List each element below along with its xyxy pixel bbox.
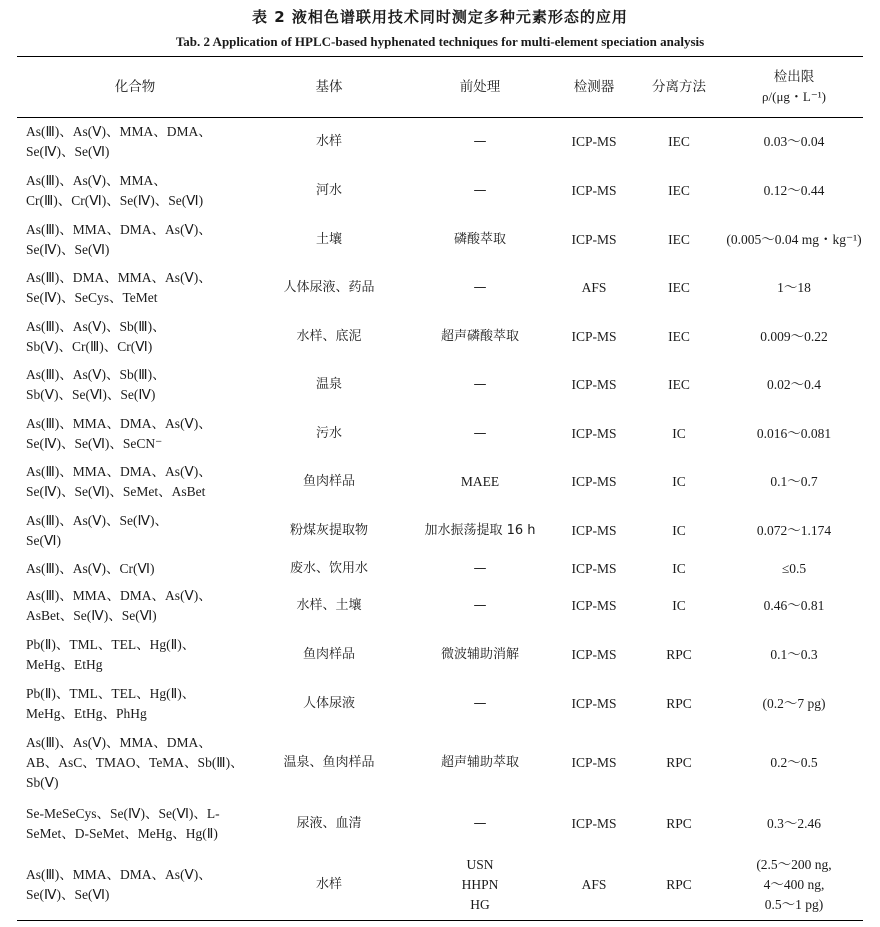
matrix-cell: 人体尿液 bbox=[302, 696, 355, 711]
compound-cell bbox=[17, 507, 253, 556]
matrix-cell: 土壤 bbox=[315, 231, 342, 247]
matrix-cell: 粉煤灰提取物 bbox=[289, 523, 368, 538]
lod-cell-line: (0.005～0.04 mg・kg⁻¹) bbox=[726, 231, 862, 247]
separation-cell: IC bbox=[672, 523, 686, 538]
pretreatment-cell bbox=[405, 680, 555, 729]
detector-cell: ICP-MS bbox=[571, 377, 617, 392]
lod-cell bbox=[725, 680, 863, 729]
pretreatment-cell-line: — bbox=[473, 183, 487, 198]
pretreatment-cell bbox=[405, 729, 555, 798]
compound-cell-line: AsBet、Se(Ⅳ)、Se(Ⅵ) bbox=[26, 608, 157, 623]
compound-cell-line: Sb(Ⅴ)、Se(Ⅵ)、Se(Ⅳ) bbox=[26, 387, 156, 402]
separation-cell: IC bbox=[672, 425, 686, 441]
compound-cell-line: As(Ⅲ)、MMA、DMA、As(Ⅴ)、 bbox=[26, 415, 212, 431]
lod-cell-line: 0.02～0.4 bbox=[767, 377, 821, 392]
separation-cell: IEC bbox=[668, 183, 690, 198]
lod-cell bbox=[725, 216, 863, 264]
compound-cell-line: Sb(Ⅴ) bbox=[26, 775, 59, 790]
compound-cell bbox=[17, 216, 253, 264]
header-pretreatment: 前处理 bbox=[405, 57, 555, 118]
lod-cell-line: 0.009～0.22 bbox=[760, 328, 828, 344]
table-row bbox=[17, 729, 863, 798]
compound-cell-line: Pb(Ⅱ)、TML、TEL、Hg(Ⅱ)、 bbox=[26, 686, 196, 701]
compound-cell bbox=[17, 850, 253, 921]
matrix-cell: 水样、底泥 bbox=[296, 328, 362, 344]
lod-cell-line: 0.3～2.46 bbox=[767, 815, 821, 831]
lod-cell-line: 0.2～0.5 bbox=[770, 755, 818, 770]
pretreatment-cell-line: — bbox=[473, 696, 487, 711]
compound-cell bbox=[17, 313, 253, 361]
compound-cell-line: As(Ⅲ)、As(Ⅴ)、MMA、DMA、 bbox=[26, 735, 212, 750]
matrix-cell: 人体尿液、药品 bbox=[283, 280, 375, 295]
detector-cell: ICP-MS bbox=[571, 815, 617, 831]
detector-cell: ICP-MS bbox=[571, 231, 617, 247]
lod-cell-line: 0.1～0.3 bbox=[770, 647, 818, 662]
compound-cell-line: Se(Ⅳ)、Se(Ⅵ)、SeMet、AsBet bbox=[26, 484, 206, 499]
header-lod bbox=[725, 57, 863, 118]
pretreatment-cell bbox=[405, 361, 555, 410]
header-matrix: 基体 bbox=[253, 57, 405, 118]
pretreatment-cell-line: MAEE bbox=[460, 474, 500, 489]
compound-cell-line: As(Ⅲ)、MMA、DMA、As(Ⅴ)、 bbox=[26, 588, 212, 603]
lod-cell-line: 0.5～1 pg) bbox=[764, 896, 824, 912]
matrix-cell: 温泉、鱼肉样品 bbox=[283, 755, 375, 770]
detector-cell: ICP-MS bbox=[571, 523, 617, 538]
lod-cell bbox=[725, 167, 863, 216]
pretreatment-cell-line: HG bbox=[470, 896, 490, 912]
lod-cell bbox=[725, 264, 863, 313]
header-lod-label: 检出限 bbox=[773, 69, 815, 85]
lod-cell bbox=[725, 313, 863, 361]
compound-cell-line: Se(Ⅳ)、Se(Ⅵ) bbox=[26, 241, 110, 257]
separation-cell: RPC bbox=[666, 755, 692, 770]
separation-cell: IEC bbox=[668, 377, 690, 392]
compound-cell-line: AB、AsC、TMAO、TeMA、Sb(Ⅲ)、 bbox=[26, 755, 244, 770]
compound-cell-line: MeHg、EtHg、PhHg bbox=[26, 706, 147, 721]
table-row bbox=[17, 582, 863, 631]
table-row bbox=[17, 264, 863, 313]
pretreatment-cell-line: — bbox=[473, 280, 487, 295]
compound-cell-line: Se(Ⅳ)、Se(Ⅵ) bbox=[26, 886, 110, 902]
lod-cell bbox=[725, 729, 863, 798]
compound-cell-line: As(Ⅲ)、As(Ⅴ)、MMA、 bbox=[26, 173, 167, 188]
separation-cell: IC bbox=[672, 598, 686, 613]
lod-cell bbox=[725, 582, 863, 631]
compound-cell-line: Se(Ⅵ) bbox=[26, 533, 61, 548]
matrix-cell: 尿液、血清 bbox=[296, 815, 362, 831]
pretreatment-cell-line: 加水振荡提取 16 h bbox=[424, 523, 536, 538]
compound-cell-line: Se(Ⅳ)、SeCys、TeMet bbox=[26, 290, 158, 305]
pretreatment-cell-line: — bbox=[473, 815, 487, 831]
pretreatment-cell bbox=[405, 582, 555, 631]
compound-cell-line: As(Ⅲ)、As(Ⅴ)、Se(Ⅳ)、 bbox=[26, 513, 168, 528]
compound-cell bbox=[17, 582, 253, 631]
header-separation: 分离方法 bbox=[633, 57, 725, 118]
compound-cell-line: MeHg、EtHg bbox=[26, 657, 103, 672]
lod-cell-line: 0.46～0.81 bbox=[763, 598, 825, 613]
table-title-cn: 表 2 液相色谱联用技术同时测定多种元素形态的应用 bbox=[252, 8, 628, 26]
lod-cell-line: (2.5～200 ng, bbox=[756, 856, 832, 872]
header-compound: 化合物 bbox=[17, 57, 253, 118]
detector-cell: ICP-MS bbox=[571, 474, 617, 489]
table-row bbox=[17, 458, 863, 507]
pretreatment-cell-line: 超声辅助萃取 bbox=[440, 755, 519, 770]
compound-cell-line: As(Ⅲ)、As(Ⅴ)、MMA、DMA、 bbox=[26, 124, 212, 140]
lod-cell bbox=[725, 850, 863, 921]
compound-cell bbox=[17, 680, 253, 729]
detector-cell: ICP-MS bbox=[571, 328, 617, 344]
compound-cell bbox=[17, 798, 253, 850]
matrix-cell: 温泉 bbox=[315, 377, 342, 392]
compound-cell bbox=[17, 410, 253, 458]
table-row bbox=[17, 313, 863, 361]
compound-cell-line: As(Ⅲ)、As(Ⅴ)、Cr(Ⅵ) bbox=[26, 560, 155, 576]
table-row bbox=[17, 361, 863, 410]
pretreatment-cell-line: USN bbox=[466, 856, 494, 872]
pretreatment-cell bbox=[405, 118, 555, 167]
lod-cell bbox=[725, 458, 863, 507]
lod-cell bbox=[725, 798, 863, 850]
pretreatment-cell bbox=[405, 631, 555, 680]
compound-cell-line: Se(Ⅳ)、Se(Ⅵ)、SeCN⁻ bbox=[26, 435, 163, 451]
detector-cell: ICP-MS bbox=[571, 560, 617, 576]
detector-cell: ICP-MS bbox=[571, 696, 617, 711]
pretreatment-cell bbox=[405, 410, 555, 458]
detector-cell: ICP-MS bbox=[571, 755, 617, 770]
compound-cell bbox=[17, 458, 253, 507]
detector-cell: AFS bbox=[555, 850, 633, 921]
table-body bbox=[17, 118, 863, 921]
lod-cell-line: (0.2～7 pg) bbox=[762, 696, 826, 711]
table-row bbox=[17, 850, 863, 921]
separation-cell: RPC bbox=[633, 850, 725, 921]
detector-cell: AFS bbox=[581, 280, 607, 295]
compound-cell-line: As(Ⅲ)、MMA、DMA、As(Ⅴ)、 bbox=[26, 866, 212, 882]
pretreatment-cell bbox=[405, 556, 555, 582]
pretreatment-cell-line: 超声磷酸萃取 bbox=[440, 328, 519, 344]
matrix-cell: 河水 bbox=[315, 183, 342, 198]
matrix-cell: 水样 bbox=[253, 850, 405, 921]
matrix-cell: 污水 bbox=[315, 425, 342, 441]
separation-cell: IC bbox=[672, 474, 686, 489]
compound-cell-line: Sb(Ⅴ)、Cr(Ⅲ)、Cr(Ⅵ) bbox=[26, 338, 153, 354]
lod-cell bbox=[725, 556, 863, 582]
table-row bbox=[17, 507, 863, 556]
table-row bbox=[17, 410, 863, 458]
matrix-cell: 废水、饮用水 bbox=[289, 560, 368, 576]
matrix-cell: 鱼肉样品 bbox=[302, 647, 355, 662]
table-title-en: Tab. 2 Application of HPLC-based hyphenated techniques for multi-element speciation analysis bbox=[175, 34, 705, 49]
compound-cell-line: As(Ⅲ)、As(Ⅴ)、Sb(Ⅲ)、 bbox=[26, 318, 166, 334]
separation-cell: IEC bbox=[668, 280, 690, 295]
lod-cell-line: 0.1～0.7 bbox=[770, 474, 818, 489]
compound-cell-line: As(Ⅲ)、MMA、DMA、As(Ⅴ)、 bbox=[26, 464, 212, 479]
separation-cell: RPC bbox=[666, 815, 692, 831]
pretreatment-cell bbox=[405, 798, 555, 850]
table-row bbox=[17, 167, 863, 216]
compound-cell-line: Se(Ⅳ)、Se(Ⅵ) bbox=[26, 144, 110, 160]
pretreatment-cell-line: — bbox=[473, 425, 487, 441]
compound-cell-line: SeMet、D-SeMet、MeHg、Hg(Ⅱ) bbox=[26, 825, 218, 841]
pretreatment-cell bbox=[405, 507, 555, 556]
table-row bbox=[17, 556, 863, 582]
pretreatment-cell-line: HHPN bbox=[461, 876, 499, 892]
lod-cell bbox=[725, 361, 863, 410]
compound-cell-line: Se-MeSeCys、Se(Ⅳ)、Se(Ⅵ)、L- bbox=[26, 805, 220, 821]
pretreatment-cell bbox=[405, 850, 555, 921]
table-row bbox=[17, 216, 863, 264]
detector-cell: ICP-MS bbox=[571, 134, 617, 150]
compound-cell-line: As(Ⅲ)、As(Ⅴ)、Sb(Ⅲ)、 bbox=[26, 367, 166, 382]
table-row bbox=[17, 118, 863, 167]
lod-cell-line: 0.016～0.081 bbox=[756, 425, 832, 441]
table-row bbox=[17, 631, 863, 680]
lod-cell bbox=[725, 118, 863, 167]
lod-cell-line: 1～18 bbox=[777, 280, 811, 295]
detector-cell: ICP-MS bbox=[571, 647, 617, 662]
pretreatment-cell-line: — bbox=[473, 134, 487, 150]
lod-cell bbox=[725, 631, 863, 680]
pretreatment-cell bbox=[405, 313, 555, 361]
compound-cell-line: Cr(Ⅲ)、Cr(Ⅵ)、Se(Ⅳ)、Se(Ⅵ) bbox=[26, 193, 204, 208]
compound-cell bbox=[17, 361, 253, 410]
pretreatment-cell-line: — bbox=[473, 377, 487, 392]
detector-cell: ICP-MS bbox=[571, 425, 617, 441]
lod-cell-line: 0.072～1.174 bbox=[756, 523, 832, 538]
pretreatment-cell bbox=[405, 167, 555, 216]
header-lod-unit: ρ/(μg・L⁻¹) bbox=[762, 89, 826, 104]
matrix-cell: 水样、土壤 bbox=[296, 598, 362, 613]
pretreatment-cell-line: — bbox=[473, 598, 487, 613]
pretreatment-cell-line: 磷酸萃取 bbox=[453, 231, 506, 247]
lod-cell bbox=[725, 410, 863, 458]
separation-cell: IEC bbox=[668, 231, 690, 247]
compound-cell-line: As(Ⅲ)、DMA、MMA、As(Ⅴ)、 bbox=[26, 270, 212, 285]
lod-cell bbox=[725, 507, 863, 556]
header-detector: 检测器 bbox=[555, 57, 633, 118]
compound-cell bbox=[17, 556, 253, 582]
separation-cell: IEC bbox=[668, 134, 690, 150]
pretreatment-cell bbox=[405, 264, 555, 313]
lod-cell-line: 4～400 ng, bbox=[763, 876, 825, 892]
speciation-table bbox=[17, 56, 863, 921]
compound-cell-line: As(Ⅲ)、MMA、DMA、As(Ⅴ)、 bbox=[26, 221, 212, 237]
compound-cell bbox=[17, 729, 253, 798]
table-row bbox=[17, 798, 863, 850]
matrix-cell: 水样 bbox=[315, 134, 342, 150]
separation-cell: IEC bbox=[668, 328, 690, 344]
matrix-cell: 鱼肉样品 bbox=[302, 474, 355, 489]
lod-cell-line: 0.03～0.04 bbox=[763, 134, 825, 150]
compound-cell bbox=[17, 167, 253, 216]
lod-cell-line: ≤0.5 bbox=[781, 560, 807, 576]
lod-cell-line: 0.12～0.44 bbox=[763, 183, 825, 198]
compound-cell bbox=[17, 631, 253, 680]
pretreatment-cell-line: 微波辅助消解 bbox=[440, 647, 519, 662]
table-row bbox=[17, 680, 863, 729]
separation-cell: IC bbox=[672, 560, 686, 576]
pretreatment-cell-line: — bbox=[473, 560, 487, 576]
detector-cell: ICP-MS bbox=[571, 598, 617, 613]
header-row bbox=[17, 57, 863, 118]
compound-cell bbox=[17, 118, 253, 167]
pretreatment-cell bbox=[405, 216, 555, 264]
pretreatment-cell bbox=[405, 458, 555, 507]
separation-cell: RPC bbox=[666, 696, 692, 711]
detector-cell: ICP-MS bbox=[571, 183, 617, 198]
separation-cell: RPC bbox=[666, 647, 692, 662]
compound-cell-line: Pb(Ⅱ)、TML、TEL、Hg(Ⅱ)、 bbox=[26, 637, 196, 652]
compound-cell bbox=[17, 264, 253, 313]
